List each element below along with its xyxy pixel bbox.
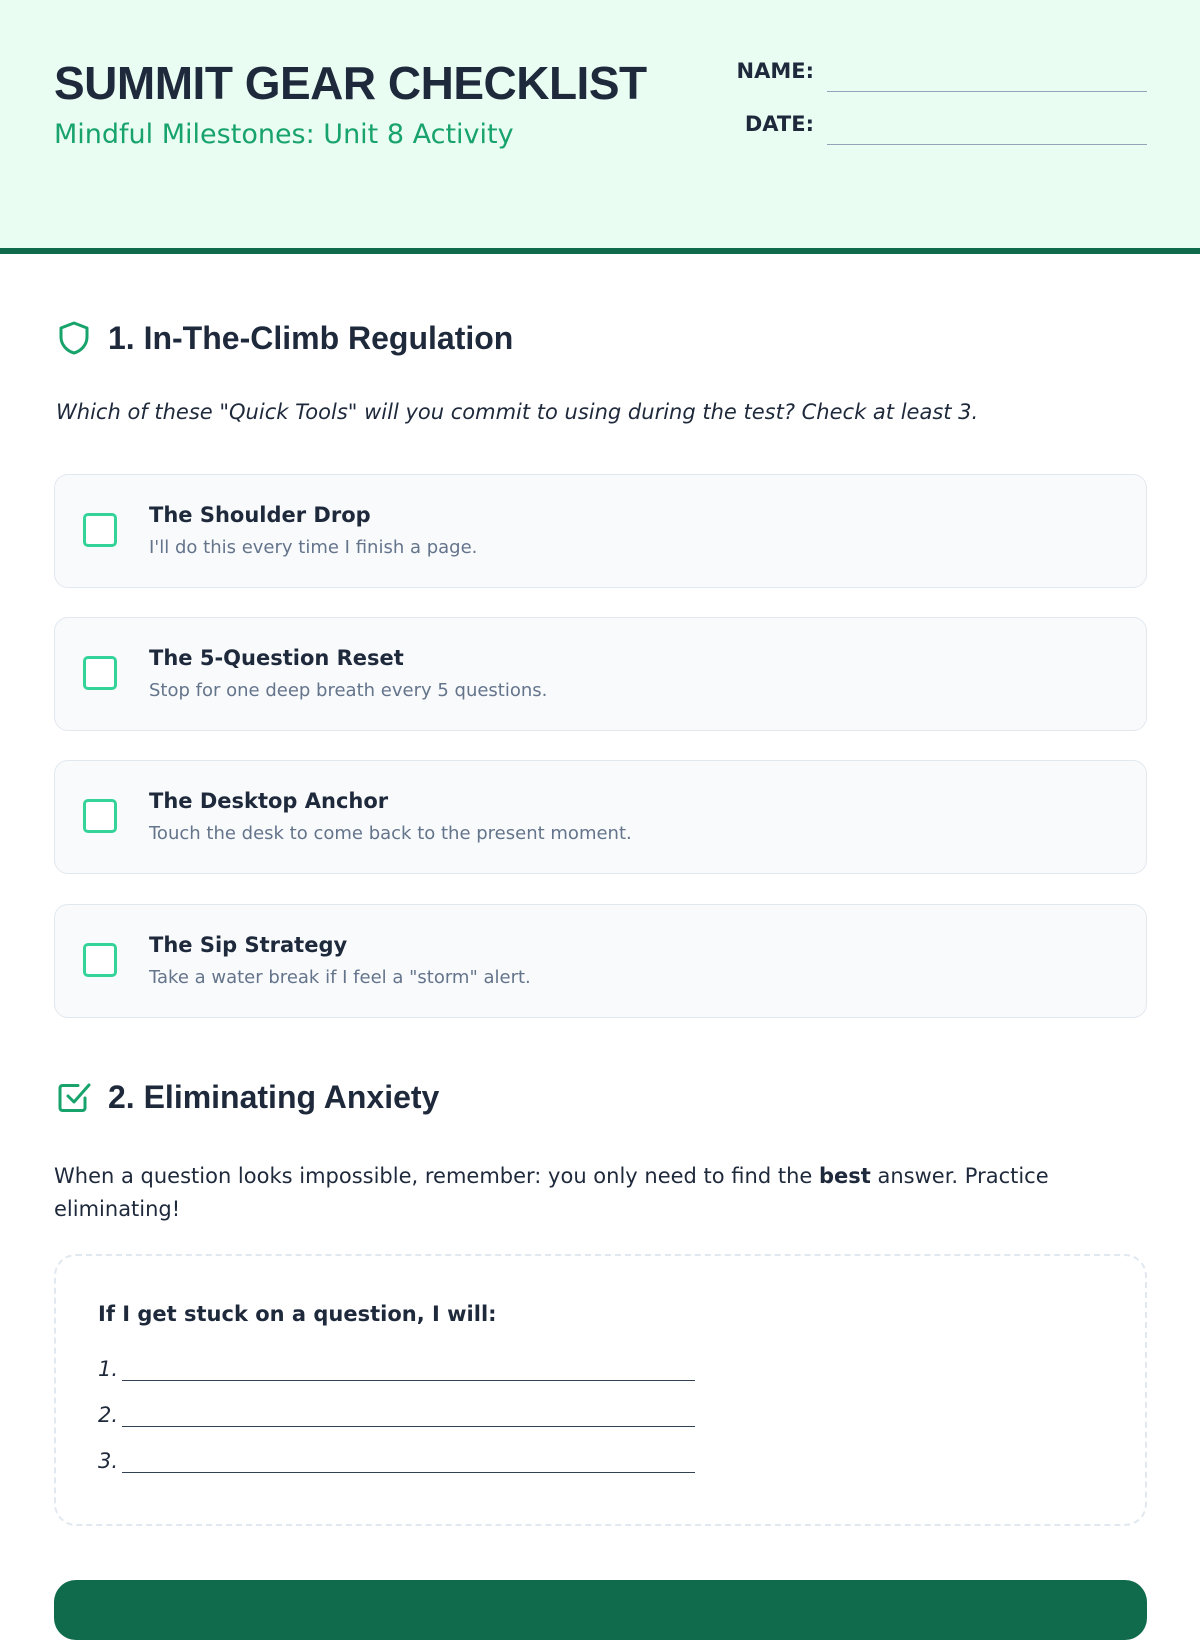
line-number: 3. (98, 1449, 119, 1473)
instructions-text-end: answer. Practice eliminating! (54, 1164, 1049, 1221)
section-1-prompt: Which of these "Quick Tools" will you commit to using during the test? Check at least 3. (56, 400, 979, 424)
tool-card[interactable] (54, 474, 1147, 588)
section-1-heading (56, 318, 513, 358)
strategy-line[interactable] (98, 1403, 695, 1427)
instructions-emphasis: best (819, 1164, 871, 1188)
page-title: SUMMIT GEAR CHECKLIST (54, 57, 647, 109)
strategy-line[interactable] (98, 1449, 695, 1473)
tool-title: The Sip Strategy (149, 933, 348, 957)
section-2-instructions (54, 1160, 1094, 1226)
tool-card[interactable] (54, 904, 1147, 1018)
shield-icon (56, 320, 92, 356)
tool-checkbox[interactable] (83, 799, 117, 833)
page-subtitle: Mindful Milestones: Unit 8 Activity (54, 119, 514, 150)
tool-description: I'll do this every time I finish a page. (149, 537, 478, 558)
tool-description: Touch the desk to come back to the present moment. (149, 823, 632, 844)
name-field[interactable] (827, 91, 1147, 92)
tool-title: The 5-Question Reset (149, 646, 404, 670)
line-number: 2. (98, 1403, 119, 1427)
answer-blank[interactable] (122, 1450, 695, 1473)
tool-description: Stop for one deep breath every 5 questions. (149, 680, 548, 701)
date-field[interactable] (827, 144, 1147, 145)
instructions-text: When a question looks impossible, remember: you only need to find the (54, 1164, 819, 1188)
page-header (0, 0, 1200, 254)
section-1-title: 1. In-The-Climb Regulation (108, 319, 514, 356)
tool-card[interactable] (54, 617, 1147, 731)
strategy-box-title: If I get stuck on a question, I will: (98, 1302, 497, 1326)
date-label: DATE: (744, 112, 814, 136)
tool-checkbox[interactable] (83, 513, 117, 547)
tool-checkbox[interactable] (83, 656, 117, 690)
strategy-line[interactable] (98, 1357, 695, 1381)
tool-title: The Shoulder Drop (149, 503, 371, 527)
tool-card[interactable] (54, 760, 1147, 874)
name-label: NAME: (736, 59, 814, 83)
tool-checkbox[interactable] (83, 943, 117, 977)
footer-banner (54, 1580, 1147, 1640)
section-2-heading (56, 1077, 439, 1117)
answer-blank[interactable] (122, 1404, 695, 1427)
tool-title: The Desktop Anchor (149, 789, 389, 813)
check-square-icon (56, 1079, 92, 1115)
strategy-box (54, 1254, 1147, 1526)
section-2-title: 2. Eliminating Anxiety (108, 1078, 440, 1115)
tool-description: Take a water break if I feel a "storm" alert. (149, 967, 531, 988)
line-number: 1. (98, 1357, 119, 1381)
answer-blank[interactable] (122, 1358, 695, 1381)
